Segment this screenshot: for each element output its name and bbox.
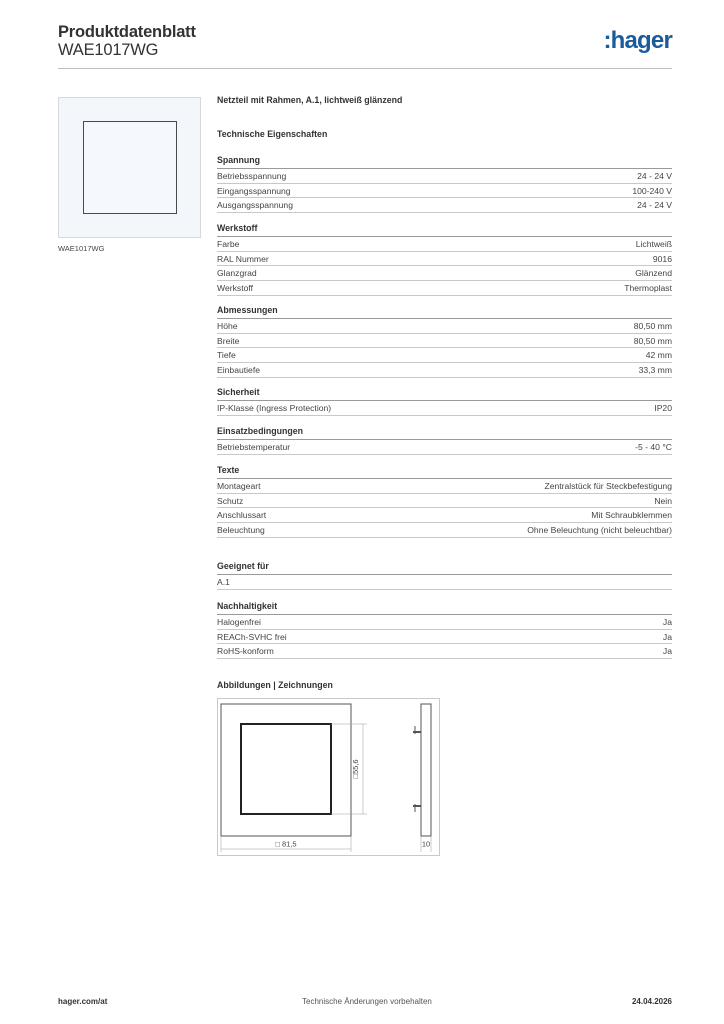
spec-row [217, 523, 672, 538]
spec-value: Glänzend [635, 268, 672, 279]
spec-row [217, 184, 672, 199]
spec-row [217, 401, 672, 416]
spec-label: A.1 [217, 577, 230, 587]
spec-value: 80,50 mm [633, 321, 672, 331]
group-title: Texte [217, 465, 672, 479]
spec-value: Mit Schraubklemmen [591, 510, 672, 521]
product-image-insert [83, 121, 177, 214]
spec-value: Ohne Beleuchtung (nicht beleuchtbar) [527, 525, 672, 536]
spec-group-abmessungen [217, 305, 672, 378]
footer-website: hager.com/at [58, 997, 108, 1006]
spec-label: Montageart [217, 481, 261, 491]
product-code: WAE1017WG [58, 41, 159, 59]
spec-label: Betriebsspannung [217, 171, 287, 181]
image-caption: WAE1017WG [58, 244, 105, 253]
spec-label: Glanzgrad [217, 268, 257, 279]
spec-row [217, 334, 672, 349]
dim-inner-label: □55,6 [351, 759, 360, 779]
spec-group-geeignet-fuer [217, 561, 672, 590]
spec-value: Zentralstück für Steckbefestigung [544, 481, 672, 491]
spec-value: 9016 [652, 253, 672, 264]
spec-label: RAL Nummer [217, 253, 269, 264]
spec-label: Eingangsspannung [217, 185, 291, 196]
spec-value: 33,3 mm [638, 365, 672, 376]
section-title: Technische Eigenschaften [217, 129, 328, 139]
spec-row [217, 237, 672, 252]
spec-row [217, 644, 672, 659]
spec-value: Ja [662, 617, 672, 627]
spec-value: Ja [662, 631, 672, 642]
document-title: Produktdatenblatt [58, 23, 196, 41]
group-title: Nachhaltigkeit [217, 601, 672, 615]
hager-logo: :hager [603, 27, 672, 54]
spec-label: RoHS-konform [217, 646, 274, 657]
spec-row [217, 348, 672, 363]
spec-row [217, 479, 672, 494]
group-title: Werkstoff [217, 223, 672, 237]
spec-value: Nein [654, 495, 672, 506]
spec-row [217, 615, 672, 630]
spec-row [217, 252, 672, 267]
spec-label: REACh-SVHC frei [217, 631, 287, 642]
spec-label: Breite [217, 335, 240, 346]
spec-label: Anschlussart [217, 510, 267, 521]
spec-label: Höhe [217, 321, 238, 331]
footer-disclaimer: Technische Änderungen vorbehalten [302, 997, 432, 1006]
spec-row [217, 440, 672, 455]
spec-group-nachhaltigkeit [217, 601, 672, 659]
spec-label: Halogenfrei [217, 617, 261, 627]
spec-value: 80,50 mm [633, 335, 672, 346]
spec-row [217, 494, 672, 509]
spec-group-einsatzbedingungen [217, 426, 672, 455]
spec-value: 42 mm [645, 350, 672, 361]
footer-date: 24.04.2026 [631, 997, 672, 1006]
spec-row [217, 575, 672, 590]
spec-group-sicherheit [217, 387, 672, 416]
group-title: Abmessungen [217, 305, 672, 319]
spec-value: 100-240 V [632, 185, 672, 196]
side-view [421, 704, 431, 836]
spec-value: Ja [662, 646, 672, 657]
spec-label: Werkstoff [217, 283, 253, 294]
group-title: Einsatzbedingungen [217, 426, 672, 440]
spec-label: Ausgangsspannung [217, 200, 293, 211]
spec-row [217, 281, 672, 296]
spec-row [217, 169, 672, 184]
group-title: Geeignet für [217, 561, 672, 575]
spec-label: IP-Klasse (Ingress Protection) [217, 403, 332, 413]
spec-group-werkstoff [217, 223, 672, 296]
dim-width-label: □ 81,5 [275, 839, 297, 849]
spec-label: Tiefe [217, 350, 236, 361]
spec-label: Beleuchtung [217, 525, 265, 536]
spec-value: 24 - 24 V [637, 171, 672, 181]
technical-drawing [217, 698, 440, 856]
spec-value: Lichtweiß [635, 239, 672, 249]
spec-label: Farbe [217, 239, 240, 249]
spec-group-texte [217, 465, 672, 538]
spec-row [217, 363, 672, 378]
product-name: Netzteil mit Rahmen, A.1, lichtweiß glänzend [217, 95, 403, 105]
spec-value: -5 - 40 °C [635, 442, 672, 452]
spec-row [217, 319, 672, 334]
spec-row [217, 198, 672, 213]
spec-label: Betriebstemperatur [217, 442, 291, 452]
spec-value: Thermoplast [624, 283, 672, 294]
spec-row [217, 266, 672, 281]
spec-label: Schutz [217, 495, 244, 506]
page-header [58, 21, 672, 69]
spec-label: Einbautiefe [217, 365, 261, 376]
group-title: Sicherheit [217, 387, 672, 401]
product-image [58, 97, 201, 238]
drawings-title: Abbildungen | Zeichnungen [217, 680, 333, 690]
group-title: Spannung [217, 155, 672, 169]
spec-value: IP20 [654, 403, 672, 413]
spec-value: 24 - 24 V [637, 200, 672, 211]
spec-row [217, 508, 672, 523]
dim-depth-label: 10 [421, 839, 431, 849]
front-view-insert [241, 724, 331, 814]
spec-group-spannung [217, 155, 672, 213]
spec-row [217, 630, 672, 645]
